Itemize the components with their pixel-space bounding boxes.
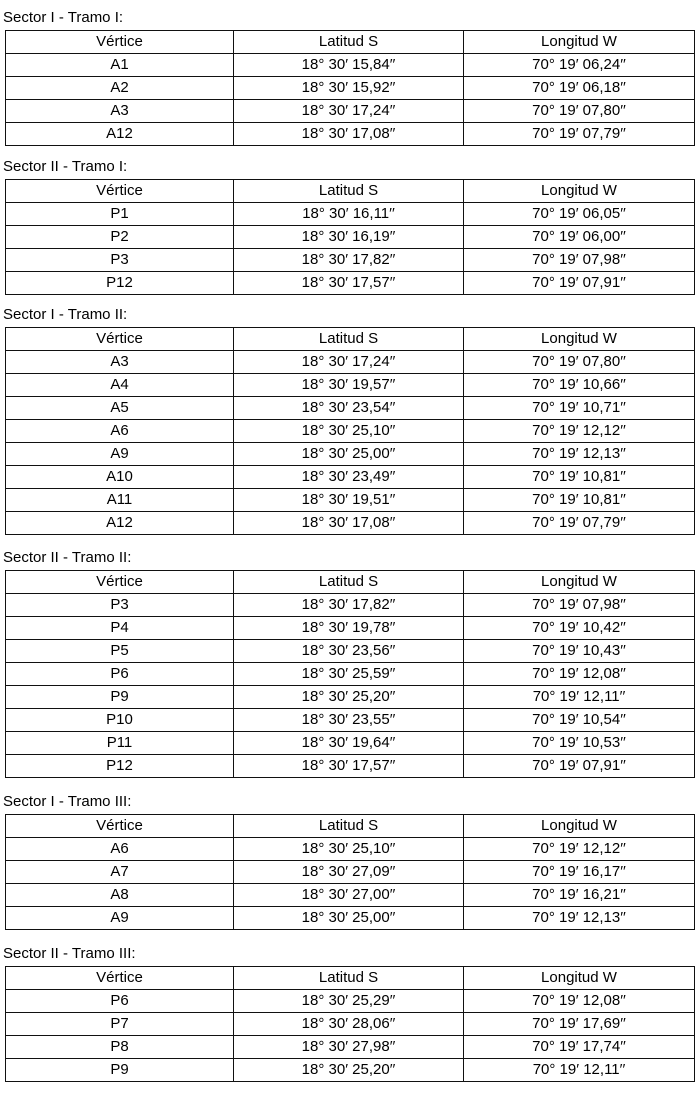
longitude-cell: 70° 19′ 07,80′′ [464,351,695,374]
longitude-cell: 70° 19′ 12,08′′ [464,663,695,686]
header-longitud: Longitud W [464,967,695,990]
longitude-cell: 70° 19′ 10,43′′ [464,640,695,663]
vertex-cell: A12 [6,512,234,535]
header-longitud: Longitud W [464,328,695,351]
latitude-cell: 18° 30′ 28,06′′ [234,1013,464,1036]
latitude-cell: 18° 30′ 15,84′′ [234,54,464,77]
vertex-cell: P12 [6,755,234,778]
vertex-cell: P6 [6,990,234,1013]
longitude-cell: 70° 19′ 07,98′′ [464,249,695,272]
longitude-cell: 70° 19′ 12,08′′ [464,990,695,1013]
table-row [6,838,695,861]
vertex-cell: A6 [6,838,234,861]
latitude-cell: 18° 30′ 17,57′′ [234,755,464,778]
section-sector-ii-tramo-i [0,155,700,295]
table-row [6,226,695,249]
latitude-cell: 18° 30′ 19,57′′ [234,374,464,397]
header-longitud: Longitud W [464,815,695,838]
longitude-cell: 70° 19′ 17,69′′ [464,1013,695,1036]
section-sector-i-tramo-i [0,6,700,146]
longitude-cell: 70° 19′ 07,91′′ [464,755,695,778]
table-row [6,1013,695,1036]
table-row [6,420,695,443]
vertex-cell: P8 [6,1036,234,1059]
header-longitud: Longitud W [464,571,695,594]
vertex-cell: A3 [6,351,234,374]
section-sector-i-tramo-iii [0,790,700,930]
vertex-cell: P2 [6,226,234,249]
table-row [6,663,695,686]
longitude-cell: 70° 19′ 12,11′′ [464,686,695,709]
section-title: Sector II - Tramo II: [3,549,132,566]
section-title: Sector I - Tramo III: [3,793,132,810]
table-row [6,489,695,512]
table-row [6,884,695,907]
header-vertice: Vértice [6,967,234,990]
table-row [6,990,695,1013]
table-row [6,123,695,146]
latitude-cell: 18° 30′ 25,10′′ [234,838,464,861]
latitude-cell: 18° 30′ 19,64′′ [234,732,464,755]
table-row [6,443,695,466]
coordinates-table [5,30,695,146]
vertex-cell: A8 [6,884,234,907]
latitude-cell: 18° 30′ 17,24′′ [234,351,464,374]
table-row [6,1036,695,1059]
longitude-cell: 70° 19′ 10,42′′ [464,617,695,640]
latitude-cell: 18° 30′ 27,00′′ [234,884,464,907]
longitude-cell: 70° 19′ 12,11′′ [464,1059,695,1082]
section-title: Sector II - Tramo I: [3,158,128,175]
latitude-cell: 18° 30′ 19,51′′ [234,489,464,512]
section-sector-ii-tramo-ii [0,546,700,778]
longitude-cell: 70° 19′ 07,80′′ [464,100,695,123]
table-row [6,77,695,100]
table-row [6,640,695,663]
vertex-cell: A1 [6,54,234,77]
longitude-cell: 70° 19′ 06,05′′ [464,203,695,226]
table-row [6,374,695,397]
table-row [6,907,695,930]
coordinates-table [5,179,695,295]
longitude-cell: 70° 19′ 07,79′′ [464,512,695,535]
longitude-cell: 70° 19′ 10,71′′ [464,397,695,420]
latitude-cell: 18° 30′ 15,92′′ [234,77,464,100]
section-sector-ii-tramo-iii [0,942,700,1082]
vertex-cell: A11 [6,489,234,512]
vertex-cell: P1 [6,203,234,226]
section-sector-i-tramo-ii [0,303,700,535]
header-longitud: Longitud W [464,31,695,54]
longitude-cell: 70° 19′ 12,12′′ [464,838,695,861]
latitude-cell: 18° 30′ 17,24′′ [234,100,464,123]
longitude-cell: 70° 19′ 10,66′′ [464,374,695,397]
vertex-cell: P11 [6,732,234,755]
coordinates-table [5,327,695,535]
table-row [6,594,695,617]
latitude-cell: 18° 30′ 17,08′′ [234,123,464,146]
header-latitud: Latitud S [234,31,464,54]
coordinates-table [5,570,695,778]
latitude-cell: 18° 30′ 25,59′′ [234,663,464,686]
latitude-cell: 18° 30′ 17,82′′ [234,594,464,617]
longitude-cell: 70° 19′ 17,74′′ [464,1036,695,1059]
section-title: Sector I - Tramo II: [3,306,128,323]
latitude-cell: 18° 30′ 23,55′′ [234,709,464,732]
section-title: Sector I - Tramo I: [3,9,124,26]
vertex-cell: A4 [6,374,234,397]
longitude-cell: 70° 19′ 06,00′′ [464,226,695,249]
vertex-cell: P10 [6,709,234,732]
table-header-row [6,571,695,594]
table-row [6,100,695,123]
longitude-cell: 70° 19′ 06,18′′ [464,77,695,100]
longitude-cell: 70° 19′ 07,98′′ [464,594,695,617]
vertex-cell: A2 [6,77,234,100]
table-row [6,272,695,295]
table-row [6,1059,695,1082]
latitude-cell: 18° 30′ 16,11′′ [234,203,464,226]
vertex-cell: A12 [6,123,234,146]
latitude-cell: 18° 30′ 27,09′′ [234,861,464,884]
latitude-cell: 18° 30′ 23,49′′ [234,466,464,489]
header-vertice: Vértice [6,815,234,838]
table-row [6,203,695,226]
table-row [6,755,695,778]
latitude-cell: 18° 30′ 25,20′′ [234,1059,464,1082]
vertex-cell: A10 [6,466,234,489]
latitude-cell: 18° 30′ 17,57′′ [234,272,464,295]
latitude-cell: 18° 30′ 25,20′′ [234,686,464,709]
table-row [6,249,695,272]
vertex-cell: P9 [6,686,234,709]
vertex-cell: A7 [6,861,234,884]
latitude-cell: 18° 30′ 25,00′′ [234,443,464,466]
vertex-cell: P4 [6,617,234,640]
vertex-cell: A9 [6,443,234,466]
header-latitud: Latitud S [234,967,464,990]
vertex-cell: P6 [6,663,234,686]
table-row [6,466,695,489]
vertex-cell: P5 [6,640,234,663]
longitude-cell: 70° 19′ 16,17′′ [464,861,695,884]
table-row [6,512,695,535]
table-header-row [6,815,695,838]
longitude-cell: 70° 19′ 12,13′′ [464,907,695,930]
longitude-cell: 70° 19′ 06,24′′ [464,54,695,77]
table-row [6,617,695,640]
latitude-cell: 18° 30′ 27,98′′ [234,1036,464,1059]
longitude-cell: 70° 19′ 12,12′′ [464,420,695,443]
vertex-cell: P7 [6,1013,234,1036]
longitude-cell: 70° 19′ 10,81′′ [464,466,695,489]
table-row [6,54,695,77]
vertex-cell: P9 [6,1059,234,1082]
latitude-cell: 18° 30′ 19,78′′ [234,617,464,640]
longitude-cell: 70° 19′ 12,13′′ [464,443,695,466]
header-vertice: Vértice [6,571,234,594]
longitude-cell: 70° 19′ 10,53′′ [464,732,695,755]
vertex-cell: P3 [6,594,234,617]
latitude-cell: 18° 30′ 17,08′′ [234,512,464,535]
table-header-row [6,328,695,351]
longitude-cell: 70° 19′ 07,91′′ [464,272,695,295]
header-vertice: Vértice [6,328,234,351]
latitude-cell: 18° 30′ 25,00′′ [234,907,464,930]
header-latitud: Latitud S [234,180,464,203]
vertex-cell: A9 [6,907,234,930]
latitude-cell: 18° 30′ 23,54′′ [234,397,464,420]
table-row [6,686,695,709]
latitude-cell: 18° 30′ 16,19′′ [234,226,464,249]
vertex-cell: A3 [6,100,234,123]
table-row [6,861,695,884]
header-longitud: Longitud W [464,180,695,203]
header-latitud: Latitud S [234,328,464,351]
longitude-cell: 70° 19′ 16,21′′ [464,884,695,907]
vertex-cell: A6 [6,420,234,443]
latitude-cell: 18° 30′ 25,29′′ [234,990,464,1013]
header-vertice: Vértice [6,31,234,54]
longitude-cell: 70° 19′ 10,54′′ [464,709,695,732]
coordinates-table [5,814,695,930]
table-row [6,709,695,732]
table-header-row [6,31,695,54]
vertex-cell: P12 [6,272,234,295]
latitude-cell: 18° 30′ 17,82′′ [234,249,464,272]
longitude-cell: 70° 19′ 10,81′′ [464,489,695,512]
header-vertice: Vértice [6,180,234,203]
vertex-cell: P3 [6,249,234,272]
table-row [6,351,695,374]
table-header-row [6,967,695,990]
latitude-cell: 18° 30′ 23,56′′ [234,640,464,663]
latitude-cell: 18° 30′ 25,10′′ [234,420,464,443]
header-latitud: Latitud S [234,815,464,838]
table-row [6,397,695,420]
table-row [6,732,695,755]
coordinates-table [5,966,695,1082]
header-latitud: Latitud S [234,571,464,594]
section-title: Sector II - Tramo III: [3,945,136,962]
vertex-cell: A5 [6,397,234,420]
longitude-cell: 70° 19′ 07,79′′ [464,123,695,146]
table-header-row [6,180,695,203]
